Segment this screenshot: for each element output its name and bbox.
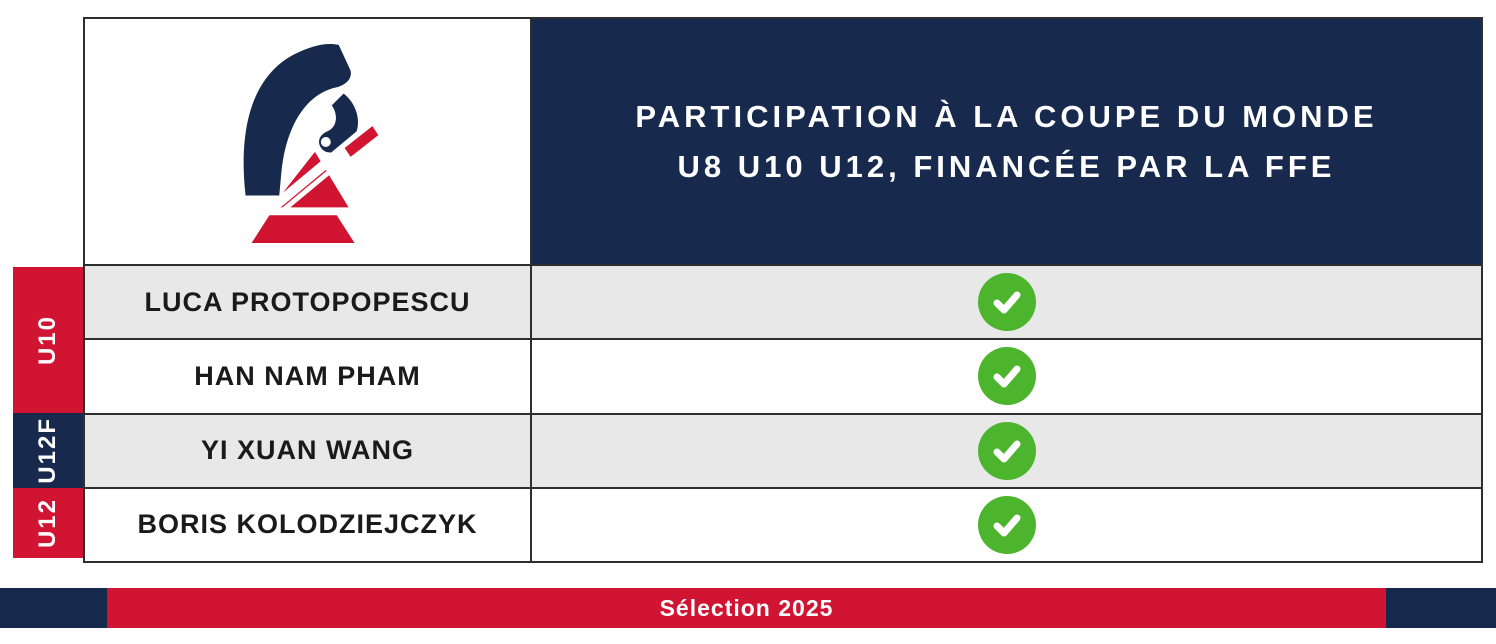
age-band-u12 (13, 488, 83, 558)
footer-label: Sélection 2025 (659, 594, 834, 621)
player-name: BORIS KOLODZIEJCZYK (137, 509, 478, 540)
player-name-cell (85, 266, 532, 338)
status-cell (532, 489, 1481, 561)
table-row (85, 264, 1481, 338)
footer-ribbon (0, 588, 1496, 628)
table-header (85, 19, 1481, 264)
check-icon (978, 496, 1036, 554)
table-row (85, 338, 1481, 412)
table-row (85, 413, 1481, 487)
age-band-u10 (13, 267, 83, 413)
title-line-1: PARTICIPATION À LA COUPE DU MONDE (635, 98, 1378, 134)
status-cell (532, 340, 1481, 412)
title-line-2: U8 U10 U12, FINANCÉE PAR LA FFE (677, 148, 1336, 184)
title-banner (532, 19, 1481, 264)
check-icon (978, 347, 1036, 405)
status-cell (532, 266, 1481, 338)
check-icon (978, 273, 1036, 331)
age-band-label: U10 (34, 314, 61, 366)
ribbon-navy-right (1386, 588, 1496, 628)
player-name-cell (85, 415, 532, 487)
selection-table (83, 17, 1483, 563)
player-name-cell (85, 489, 532, 561)
player-name: LUCA PROTOPOPESCU (144, 286, 471, 317)
table-row (85, 487, 1481, 561)
player-name: YI XUAN WANG (200, 435, 414, 466)
age-band-u12f (13, 413, 83, 488)
age-band-label: U12 (34, 497, 61, 549)
player-name-cell (85, 340, 532, 412)
logo-cell (85, 19, 532, 264)
status-cell (532, 415, 1481, 487)
age-band-label: U12F (34, 417, 61, 484)
ribbon-navy-left (0, 588, 107, 628)
player-name: HAN NAM PHAM (194, 360, 421, 391)
ffe-chess-knight-logo (233, 37, 383, 247)
check-icon (978, 422, 1036, 480)
ribbon-red (107, 588, 1386, 628)
